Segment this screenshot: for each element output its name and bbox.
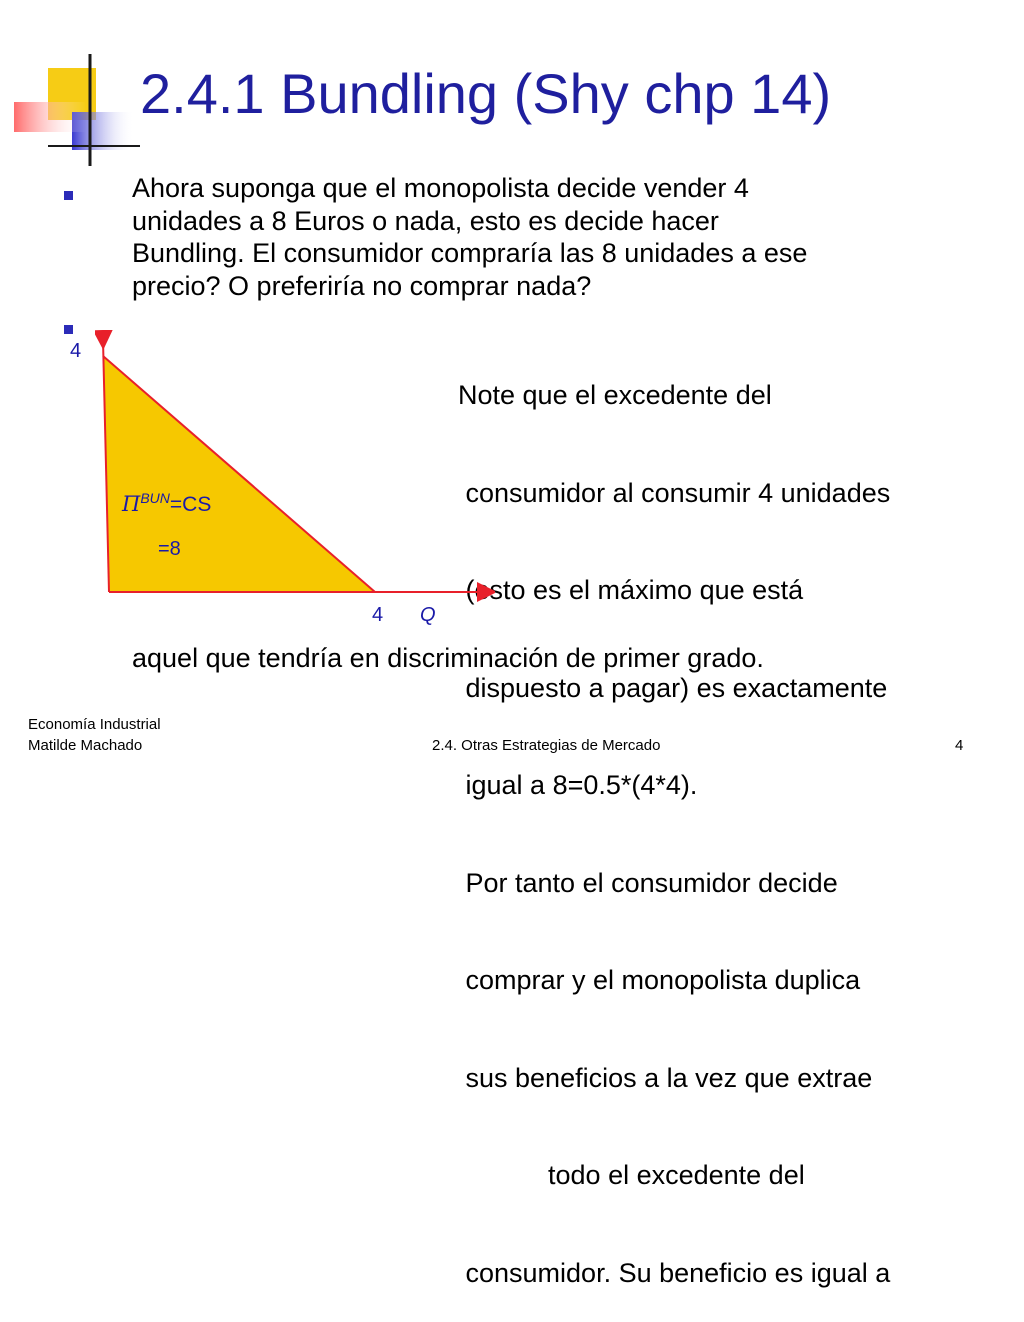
note-line: (esto es el máximo que está: [458, 575, 804, 605]
note-line: todo el excedente del: [458, 1160, 805, 1190]
note-line: igual a 8=0.5*(4*4).: [458, 770, 698, 800]
paragraph-line: Bundling. El consumidor compraría las 8 unidades a ese: [132, 238, 808, 268]
closing-line: aquel que tendría en discriminación de primer grado.: [132, 643, 764, 673]
note-line: comprar y el monopolista duplica: [458, 965, 861, 995]
bullet-marker: [64, 191, 73, 200]
note-paragraph: [458, 314, 890, 1322]
pi-equals: =CS: [169, 493, 212, 516]
note-line: Por tanto el consumidor decide: [458, 867, 838, 898]
pi-superscript: BUN: [140, 490, 170, 506]
x-axis-label: Q: [420, 604, 436, 626]
footer-section: 2.4. Otras Estrategias de Mercado: [432, 737, 661, 754]
page-number: 4: [955, 737, 964, 754]
footer-author: Matilde Machado: [28, 737, 143, 754]
x-tick-label: 4: [372, 604, 384, 626]
slide-logo: [14, 50, 144, 170]
paragraph-line: Ahora suponga que el monopolista decide vender 4: [132, 173, 749, 203]
footer-course: Economía Industrial: [28, 716, 161, 733]
y-tick-label: 4: [70, 340, 82, 362]
pi-symbol: Π: [122, 492, 141, 516]
profit-label: [122, 490, 211, 517]
note-line: sus beneficios a la vez que extrae: [458, 1062, 873, 1093]
slide-title: 2.4.1 Bundling (Shy chp 14): [140, 62, 832, 125]
note-line: consumidor al consumir 4 unidades: [458, 477, 891, 508]
paragraph-line: unidades a 8 Euros o nada, esto es decide hacer: [132, 205, 719, 236]
surplus-diagram: [95, 330, 495, 605]
paragraph-line: precio? O preferiría no comprar nada?: [132, 270, 592, 301]
bullet-marker: [64, 325, 73, 334]
note-line: consumidor. Su beneficio es igual a: [458, 1257, 891, 1288]
profit-value: =8: [158, 538, 181, 560]
note-line: Note que el excedente del: [458, 380, 772, 410]
intro-paragraph: [132, 172, 807, 302]
note-line: dispuesto a pagar) es exactamente: [458, 672, 888, 703]
